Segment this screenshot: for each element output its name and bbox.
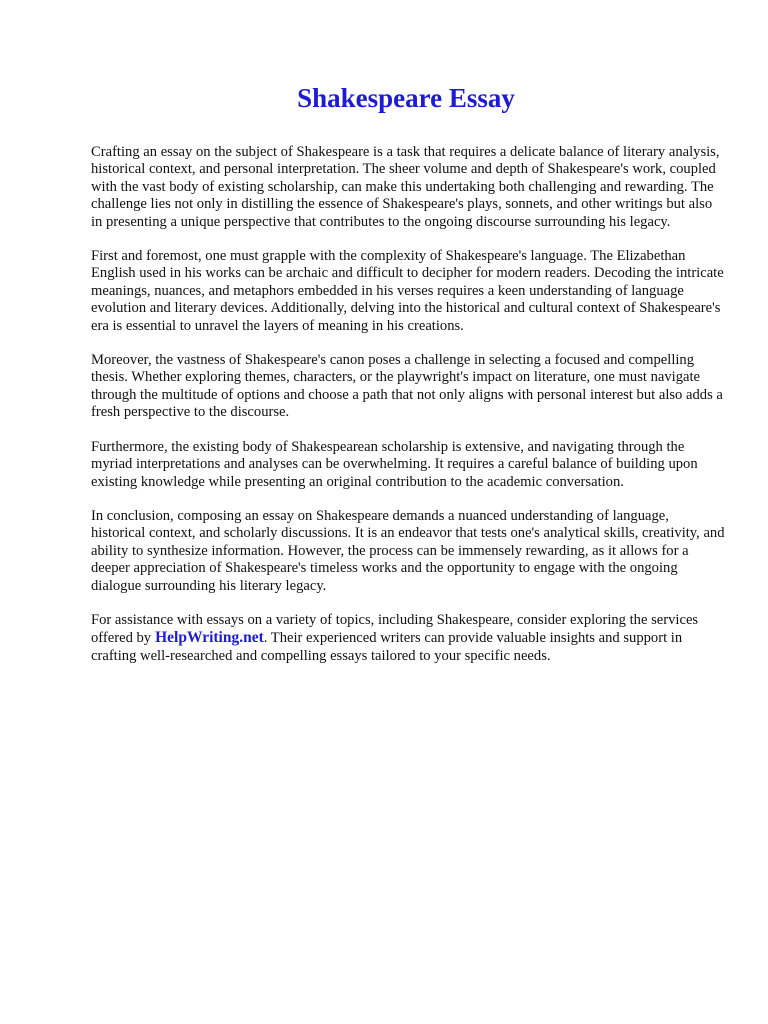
closing-paragraph [91,612,725,665]
page-title: Shakespeare Essay [297,83,515,113]
paragraph-4: Furthermore, the existing body of Shakespearean scholarship is extensive, and navigating through the myriad interpretations and analyses can be overwhelming. It requires a careful balance of building upon existing knowledge while presenting an original contribution to the academic conversation. [91,438,698,490]
essay-body [91,144,725,682]
helpwriting-link[interactable]: HelpWriting.net [155,629,264,647]
paragraph-1: Crafting an essay on the subject of Shakespeare is a task that requires a delicate balance of literary analysis, historical context, and personal interpretation. The sheer volume and depth of Shakespeare's work, coupled with the vast body of existing scholarship, can make this undertaking both challenging and rewarding. The challenge lies not only in distilling the essence of Shakespeare's plays, sonnets, and other writings but also in presenting a unique perspective that contributes to the ongoing discourse surrounding his legacy. [91,144,720,230]
paragraph-3: Moreover, the vastness of Shakespeare's canon poses a challenge in selecting a focused and compelling thesis. Whether exploring themes, characters, or the playwright's impact on literature, one must navigate through the multitude of options and choose a path that not only aligns with personal interest but also adds a fresh perspective to the discourse. [91,352,723,421]
closing-text-before-link: For assistance with essays on a variety of topics, including Shakespeare, consider exploring the services offered by [91,611,699,647]
closing-text-after-link: . Their experienced writers can provide valuable insights and support in crafting well-researched and compelling essays tailored to your specific needs. [91,630,683,664]
paragraph-5: In conclusion, composing an essay on Shakespeare demands a nuanced understanding of language, historical context, and scholarly discussions. It is an endeavor that tests one's analytical skills, creativity, and ability to synthesize information. However, the process can be immensely rewarding, as it allows for a deeper appreciation of Shakespeare's timeless works and the opportunity to engage with the ongoing dialogue surrounding his literary legacy. [91,507,725,594]
paragraph-2: First and foremost, one must grapple with the complexity of Shakespeare's language. The Elizabethan English used in his works can be archaic and difficult to decipher for modern readers. Decoding the intricate meanings, nuances, and metaphors embedded in his verses requires a keen understanding of language evolution and literary devices. Additionally, delving into the historical and cultural context of Shakespeare's era is essential to unravel the layers of meaning in his creations. [91,248,724,334]
